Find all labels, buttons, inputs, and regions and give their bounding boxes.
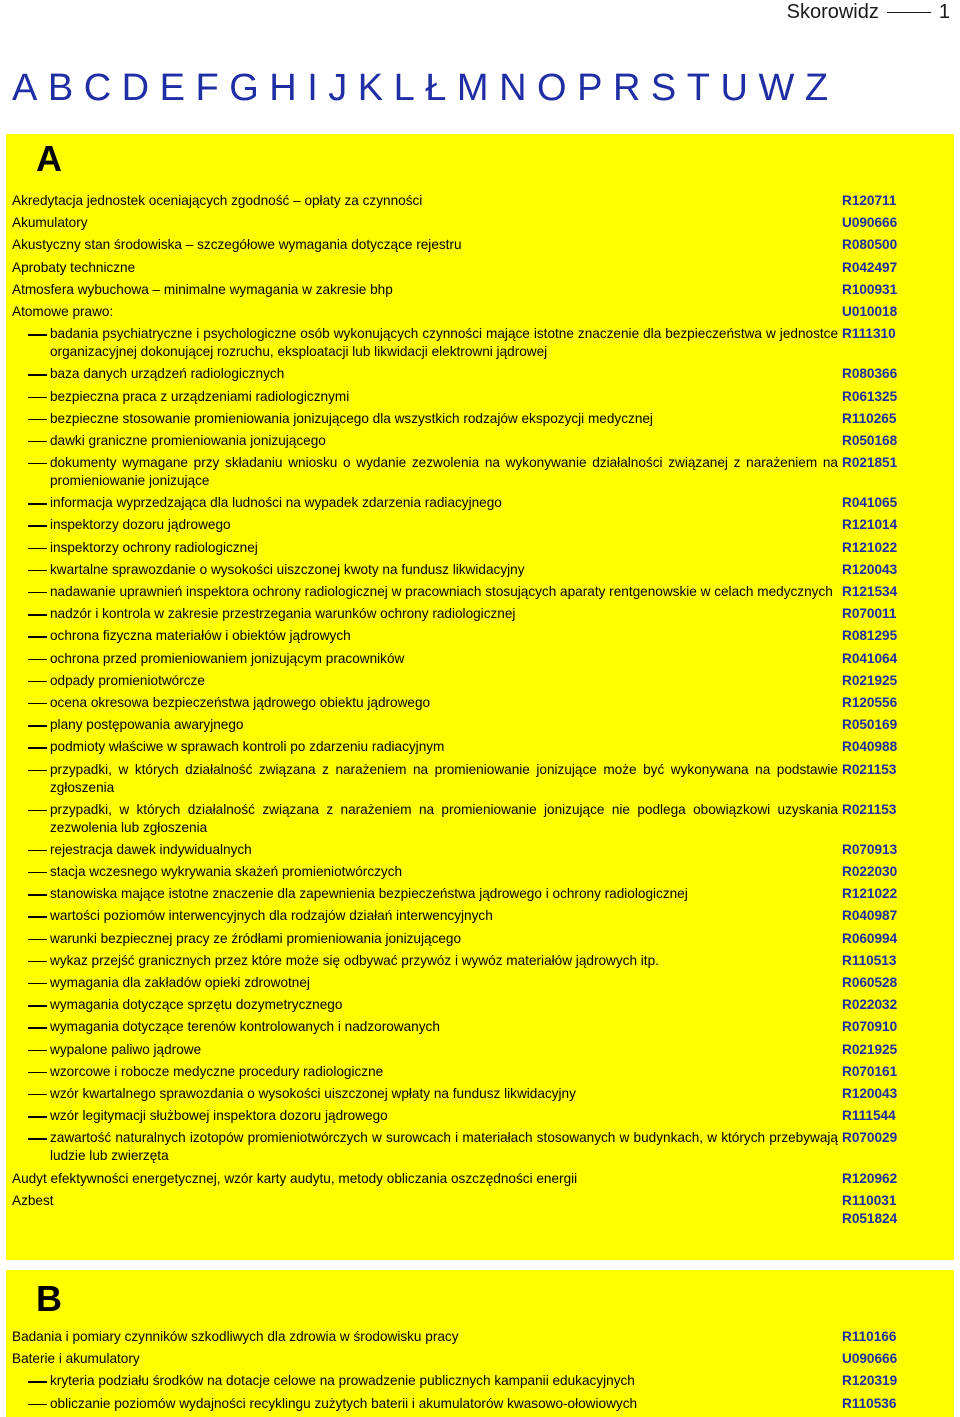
entry-text: Akustyczny stan środowiska – szczegółowe wymagania dotyczące rejestru	[12, 237, 462, 253]
reference-codes	[842, 841, 906, 859]
reference-codes	[842, 539, 906, 557]
reference-code-link[interactable]: R120962	[842, 1170, 898, 1186]
reference-code-link[interactable]: U010018	[842, 303, 898, 319]
entry-text: Atomowe prawo:	[12, 303, 114, 319]
entry-text: informacja wyprzedzająca dla ludności na wypadek zdarzenia radiacyjnego	[50, 495, 502, 511]
dash-marker	[28, 548, 47, 549]
dash-marker	[28, 703, 47, 704]
sub-entry	[6, 1129, 954, 1165]
section-heading	[6, 134, 954, 184]
entry-text: wymagania dotyczące sprzętu dozymetrycznego	[50, 997, 343, 1013]
index-entry	[6, 259, 954, 277]
sub-entry	[6, 388, 954, 406]
entry-text: wymagania dotyczące terenów kontrolowanych i nadzorowanych	[50, 1019, 440, 1035]
entry-text: wartości poziomów interwencyjnych dla rodzajów działań interwencyjnych	[50, 908, 493, 924]
sub-entry	[6, 561, 954, 579]
reference-codes	[842, 1192, 906, 1228]
reference-code-link[interactable]: R121534	[842, 584, 898, 599]
reference-code-link[interactable]: R110536	[842, 1395, 897, 1411]
alphabet-letter-link[interactable]: S	[650, 67, 676, 109]
index-entry	[6, 1328, 954, 1346]
reference-code-link[interactable]: R120043	[842, 1085, 898, 1101]
alphabet-letter-link[interactable]: B	[47, 67, 73, 109]
sub-entry	[6, 930, 954, 948]
dash-marker	[28, 592, 47, 593]
alphabet-letter-link[interactable]: G	[229, 67, 258, 109]
reference-codes	[842, 516, 906, 534]
dash-marker	[28, 397, 47, 398]
sub-entry	[6, 841, 954, 859]
index-entry	[6, 281, 954, 299]
entry-text: Atmosfera wybuchowa – minimalne wymagania w zakresie bhp	[12, 281, 393, 297]
reference-code-link[interactable]: R041065	[842, 495, 898, 511]
entry-text: zawartość naturalnych izotopów promieniotwórczych w surowcach i materiałach stosowanych w budynkach, w których przebywają ludzie lub zwierzęta	[50, 1130, 838, 1164]
entry-text: plany postępowania awaryjnego	[50, 717, 244, 733]
dash-marker	[28, 1027, 47, 1028]
index-entry	[6, 1192, 954, 1226]
reference-code-link[interactable]: R060528	[842, 975, 898, 990]
reference-codes	[842, 1170, 906, 1188]
entry-text: odpady promieniotwórcze	[50, 672, 205, 688]
reference-code-link[interactable]: R121014	[842, 517, 898, 533]
entry-text: wzorcowe i robocze medyczne procedury radiologiczne	[50, 1063, 384, 1079]
reference-codes	[842, 432, 906, 450]
sub-entry	[6, 1107, 954, 1125]
sub-entry	[6, 761, 954, 797]
sub-entry	[6, 1018, 954, 1036]
reference-codes	[842, 605, 906, 623]
reference-code-link[interactable]: R021153	[842, 761, 897, 777]
sub-entry	[6, 494, 954, 512]
sub-entry	[6, 974, 954, 992]
dash-marker	[28, 1116, 47, 1117]
alphabet-letter-link[interactable]: N	[499, 67, 526, 109]
entry-text: Akumulatory	[12, 215, 88, 231]
alphabet-letter-link[interactable]: K	[357, 67, 383, 109]
dash-marker	[28, 916, 47, 917]
reference-code-link[interactable]: R070011	[842, 606, 897, 622]
index-entry	[6, 303, 954, 321]
index-entry	[6, 214, 954, 232]
dash-marker	[28, 850, 47, 851]
reference-code-link[interactable]: R121022	[842, 886, 898, 902]
reference-codes	[842, 325, 906, 343]
sub-entry	[6, 996, 954, 1014]
sub-entry	[6, 325, 954, 361]
reference-code-link[interactable]: R040988	[842, 739, 898, 755]
reference-code-link[interactable]: R051824	[842, 1210, 898, 1226]
entry-text: ochrona przed promieniowaniem jonizującym pracowników	[50, 650, 405, 666]
section-a	[6, 134, 954, 1260]
alphabet-letter-link[interactable]: R	[612, 67, 640, 109]
dash-marker	[28, 1094, 47, 1095]
reference-codes	[842, 627, 906, 645]
reference-code-link[interactable]: R021153	[842, 801, 897, 817]
index-entry	[6, 1350, 954, 1368]
reference-codes	[842, 365, 906, 383]
entry-text: ochrona fizyczna materiałów i obiektów jądrowych	[50, 628, 351, 644]
alphabet-letter-link[interactable]: A	[12, 67, 37, 109]
entry-text: stacja wczesnego wykrywania skażeń promieniotwórczych	[50, 864, 403, 880]
reference-code-link[interactable]: R050168	[842, 432, 898, 448]
reference-code-link[interactable]: R070161	[842, 1063, 898, 1079]
entry-text: stanowiska mające istotne znaczenie dla zapewnienia bezpieczeństwa jądrowego i ochrony radiologicznej	[50, 886, 688, 902]
entry-text: dokumenty wymagane przy składaniu wniosku o wydanie zezwolenia na wykonywanie działalności związanej z narażeniem na promieniowanie jonizujące	[50, 455, 838, 489]
reference-codes	[842, 1129, 906, 1147]
reference-code-link[interactable]: R081295	[842, 628, 898, 644]
sub-entry	[6, 516, 954, 534]
reference-codes	[842, 801, 906, 819]
dash-marker	[28, 770, 47, 771]
dash-marker	[28, 419, 47, 420]
dash-marker	[28, 747, 47, 748]
reference-codes	[842, 672, 906, 690]
reference-codes	[842, 1107, 906, 1125]
reference-code-link[interactable]: R050169	[842, 717, 898, 733]
reference-codes	[842, 1395, 906, 1413]
entry-text: warunki bezpiecznej pracy ze źródłami promieniowania jonizującego	[50, 930, 462, 946]
reference-code-link[interactable]: R080500	[842, 237, 898, 253]
dash-marker	[28, 961, 47, 962]
sub-entry	[6, 605, 954, 623]
sub-entry	[6, 410, 954, 428]
reference-code-link[interactable]: R111310	[842, 326, 896, 342]
reference-codes	[842, 996, 906, 1014]
entry-text: kryteria podziału środków na dotacje celowe na prowadzenie publicznych kampanii edukacyjnych	[50, 1373, 635, 1389]
dash-marker	[28, 1005, 47, 1006]
alphabet-letter-link[interactable]: H	[269, 67, 296, 109]
alphabet-letter-link[interactable]: T	[686, 67, 709, 109]
alphabet-letter-link[interactable]: U	[720, 67, 747, 109]
reference-codes	[842, 259, 906, 277]
header-title: Skorowidz	[786, 1, 879, 23]
reference-codes	[842, 1372, 906, 1390]
sub-entry	[6, 454, 954, 490]
dash-marker	[28, 1138, 47, 1139]
dash-marker	[28, 463, 47, 464]
entry-text: nadzór i kontrola w zakresie przestrzegania warunków ochrony radiologicznej	[50, 606, 516, 622]
entry-text: Audyt efektywności energetycznej, wzór karty audytu, metody obliczania oszczędności energii	[12, 1170, 578, 1186]
entry-text: wykaz przejść granicznych przez które może się odbywać przywóz i wywóz materiałów jądrowych itp.	[50, 952, 659, 968]
reference-codes	[842, 952, 906, 970]
reference-code-link[interactable]: R061325	[842, 388, 898, 404]
reference-code-link[interactable]: U090666	[842, 1351, 898, 1367]
reference-codes	[842, 410, 906, 428]
reference-code-link[interactable]: R120319	[842, 1373, 898, 1389]
reference-code-link[interactable]: R120043	[842, 561, 898, 577]
entry-text: przypadki, w których działalność związana z narażeniem na promieniowanie jonizujące nie podlega obowiązkowi uzyskania zezwolenia lub zgłoszenia	[50, 801, 838, 835]
reference-codes	[842, 930, 906, 948]
sub-entry	[6, 1395, 954, 1413]
reference-codes	[842, 561, 906, 579]
alphabet-letter-link[interactable]: F	[195, 67, 218, 109]
entry-text: przypadki, w których działalność związana z narażeniem na promieniowanie jonizujące może być wykonywana na podstawie zgłoszenia	[50, 761, 838, 795]
alphabet-letter-link[interactable]: C	[83, 67, 111, 109]
reference-code-link[interactable]: R070910	[842, 1019, 898, 1035]
dash-marker	[28, 1381, 47, 1382]
reference-code-link[interactable]: R110265	[842, 410, 897, 426]
reference-code-link[interactable]: R042497	[842, 259, 898, 275]
index-entry	[6, 236, 954, 254]
entry-text: Aprobaty techniczne	[12, 259, 136, 275]
dash-marker	[28, 1072, 47, 1073]
entry-text: obliczanie poziomów wydajności recyklingu zużytych baterii i akumulatorów kwasowo-ołowiowych	[50, 1395, 638, 1411]
alphabet-letter-link[interactable]: P	[577, 67, 602, 109]
section-heading	[6, 1270, 954, 1324]
entry-text: Akredytacja jednostek oceniających zgodność – opłaty za czynności	[12, 193, 423, 208]
reference-codes	[842, 494, 906, 512]
reference-codes	[842, 303, 906, 321]
sub-entry	[6, 694, 954, 712]
reference-code-link[interactable]: R021851	[842, 455, 898, 471]
entry-text: bezpieczna praca z urządzeniami radiologicznymi	[50, 388, 350, 404]
alphabet-letter-link[interactable]: I	[307, 67, 317, 109]
entry-text: rejestracja dawek indywidualnych	[50, 841, 252, 857]
dash-marker	[28, 636, 47, 637]
reference-code-link[interactable]: R080366	[842, 366, 898, 382]
section-b	[6, 1270, 954, 1417]
reference-codes	[842, 885, 906, 903]
dash-marker	[28, 894, 47, 895]
entry-text: wypalone paliwo jądrowe	[50, 1041, 202, 1057]
reference-codes	[842, 583, 906, 601]
sub-entry	[6, 863, 954, 881]
alphabet-letter-link[interactable]: O	[537, 67, 566, 109]
reference-codes	[842, 1041, 906, 1059]
dash-marker	[28, 1404, 47, 1405]
reference-code-link[interactable]: R120711	[842, 193, 897, 208]
sub-entry	[6, 1085, 954, 1103]
entry-list	[6, 184, 954, 1226]
reference-codes	[842, 716, 906, 734]
reference-code-link[interactable]: R111544	[842, 1108, 896, 1124]
dash-marker	[28, 334, 47, 335]
entry-text: dawki graniczne promieniowania jonizującego	[50, 432, 326, 448]
reference-codes	[842, 236, 906, 254]
sub-entry	[6, 716, 954, 734]
section-letter: B	[36, 1278, 62, 1319]
reference-codes	[842, 1350, 906, 1368]
dash-marker	[28, 374, 47, 375]
dash-marker	[28, 681, 47, 682]
reference-codes	[842, 192, 906, 210]
reference-codes	[842, 454, 906, 472]
reference-code-link[interactable]: R041064	[842, 650, 898, 666]
alphabet-letter-link[interactable]: Z	[804, 67, 828, 109]
alphabet-index	[12, 66, 839, 110]
reference-code-link[interactable]: R040987	[842, 908, 898, 924]
entry-text: kwartalne sprawozdanie o wysokości uiszczonej kwoty na fundusz likwidacyjny	[50, 561, 525, 577]
reference-codes	[842, 388, 906, 406]
entry-text: inspektorzy dozoru jądrowego	[50, 517, 231, 533]
sub-entry	[6, 650, 954, 668]
entry-list	[6, 1324, 954, 1413]
sub-entry	[6, 885, 954, 903]
entry-text: wymagania dla zakładów opieki zdrowotnej	[50, 975, 310, 990]
reference-code-link[interactable]: R121022	[842, 539, 898, 555]
entry-text: podmioty właściwe w sprawach kontroli po zdarzeniu radiacyjnym	[50, 739, 445, 755]
dash-marker	[28, 810, 47, 811]
alphabet-letter-link[interactable]: D	[121, 67, 149, 109]
sub-entry	[6, 801, 954, 837]
sub-entry	[6, 1063, 954, 1081]
sub-entry	[6, 672, 954, 690]
reference-codes	[842, 1063, 906, 1081]
dash-marker	[28, 872, 47, 873]
sub-entry	[6, 952, 954, 970]
dash-marker	[28, 1050, 47, 1051]
sub-entry	[6, 1372, 954, 1390]
reference-codes	[842, 214, 906, 232]
sub-entry	[6, 365, 954, 383]
dash-marker	[28, 659, 47, 660]
index-entry	[6, 192, 954, 210]
entry-text: nadawanie uprawnień inspektora ochrony radiologicznej w pracowniach stosujących aparaty rentgenowskie w celach medycznych	[50, 584, 833, 599]
sub-entry	[6, 738, 954, 756]
dash-marker	[28, 983, 47, 984]
dash-marker	[28, 441, 47, 442]
reference-code-link[interactable]: R022030	[842, 864, 898, 880]
reference-codes	[842, 974, 906, 992]
reference-code-link[interactable]: R110166	[842, 1329, 897, 1344]
reference-codes	[842, 1018, 906, 1036]
reference-code-link[interactable]: R120556	[842, 694, 898, 710]
reference-code-link[interactable]: R060994	[842, 930, 898, 946]
alphabet-letter-link[interactable]: J	[328, 67, 347, 109]
sub-entry	[6, 627, 954, 645]
reference-code-link[interactable]: R110031	[842, 1192, 897, 1208]
dash-marker	[28, 503, 47, 504]
dash-marker	[28, 725, 47, 726]
entry-text: bezpieczne stosowanie promieniowania jonizującego dla wszystkich rodzajów ekspozycji medycznej	[50, 410, 653, 426]
alphabet-letter-link[interactable]: W	[758, 67, 794, 109]
sub-entry	[6, 432, 954, 450]
alphabet-letter-link[interactable]: Ł	[425, 67, 446, 109]
entry-text: ocena okresowa bezpieczeństwa jądrowego obiektu jądrowego	[50, 694, 431, 710]
reference-code-link[interactable]: R070913	[842, 841, 898, 857]
reference-codes	[842, 694, 906, 712]
page-number: 1	[938, 1, 950, 23]
dash-marker	[28, 614, 47, 615]
reference-code-link[interactable]: U090666	[842, 215, 898, 231]
reference-code-link[interactable]: R070029	[842, 1130, 898, 1146]
page-header	[787, 0, 950, 24]
entry-text: wzór legitymacji służbowej inspektora dozoru jądrowego	[50, 1108, 388, 1124]
reference-code-link[interactable]: R021925	[842, 672, 898, 688]
reference-codes	[842, 650, 906, 668]
entry-text: badania psychiatryczne i psychologiczne osób wykonujących czynności mające istotne znaczenie dla bezpieczeństwa w jednostce organizacyjnej dokonującej rozruchu, eksploatacji lub likwidacji elektrowni jądrowej	[50, 326, 838, 360]
entry-text: Badania i pomiary czynników szkodliwych dla zdrowia w środowisku pracy	[12, 1329, 459, 1344]
dash-marker	[28, 939, 47, 940]
header-rule	[887, 12, 931, 13]
entry-text: baza danych urządzeń radiologicznych	[50, 366, 285, 382]
reference-codes	[842, 281, 906, 299]
reference-code-link[interactable]: R021925	[842, 1041, 898, 1057]
dash-marker	[28, 570, 47, 571]
entry-text: inspektorzy ochrony radiologicznej	[50, 539, 258, 555]
sub-entry	[6, 539, 954, 557]
alphabet-letter-link[interactable]: L	[393, 67, 414, 109]
alphabet-letter-link[interactable]: M	[456, 67, 488, 109]
entry-text: Azbest	[12, 1192, 54, 1208]
entry-text: Baterie i akumulatory	[12, 1351, 140, 1367]
sub-entry	[6, 1041, 954, 1059]
reference-codes	[842, 907, 906, 925]
reference-codes	[842, 1085, 906, 1103]
section-letter: A	[36, 138, 62, 179]
reference-codes	[842, 863, 906, 881]
index-entry	[6, 1170, 954, 1188]
reference-code-link[interactable]: R100931	[842, 281, 898, 297]
reference-code-link[interactable]: R110513	[842, 952, 897, 968]
alphabet-letter-link[interactable]: E	[159, 67, 184, 109]
entry-text: wzór kwartalnego sprawozdania o wysokości uiszczonej wpłaty na fundusz likwidacyjny	[50, 1085, 576, 1101]
reference-codes	[842, 1328, 906, 1346]
reference-codes	[842, 761, 906, 779]
dash-marker	[28, 525, 47, 526]
sub-entry	[6, 583, 954, 601]
sub-entry	[6, 907, 954, 925]
reference-codes	[842, 738, 906, 756]
reference-code-link[interactable]: R022032	[842, 997, 898, 1013]
